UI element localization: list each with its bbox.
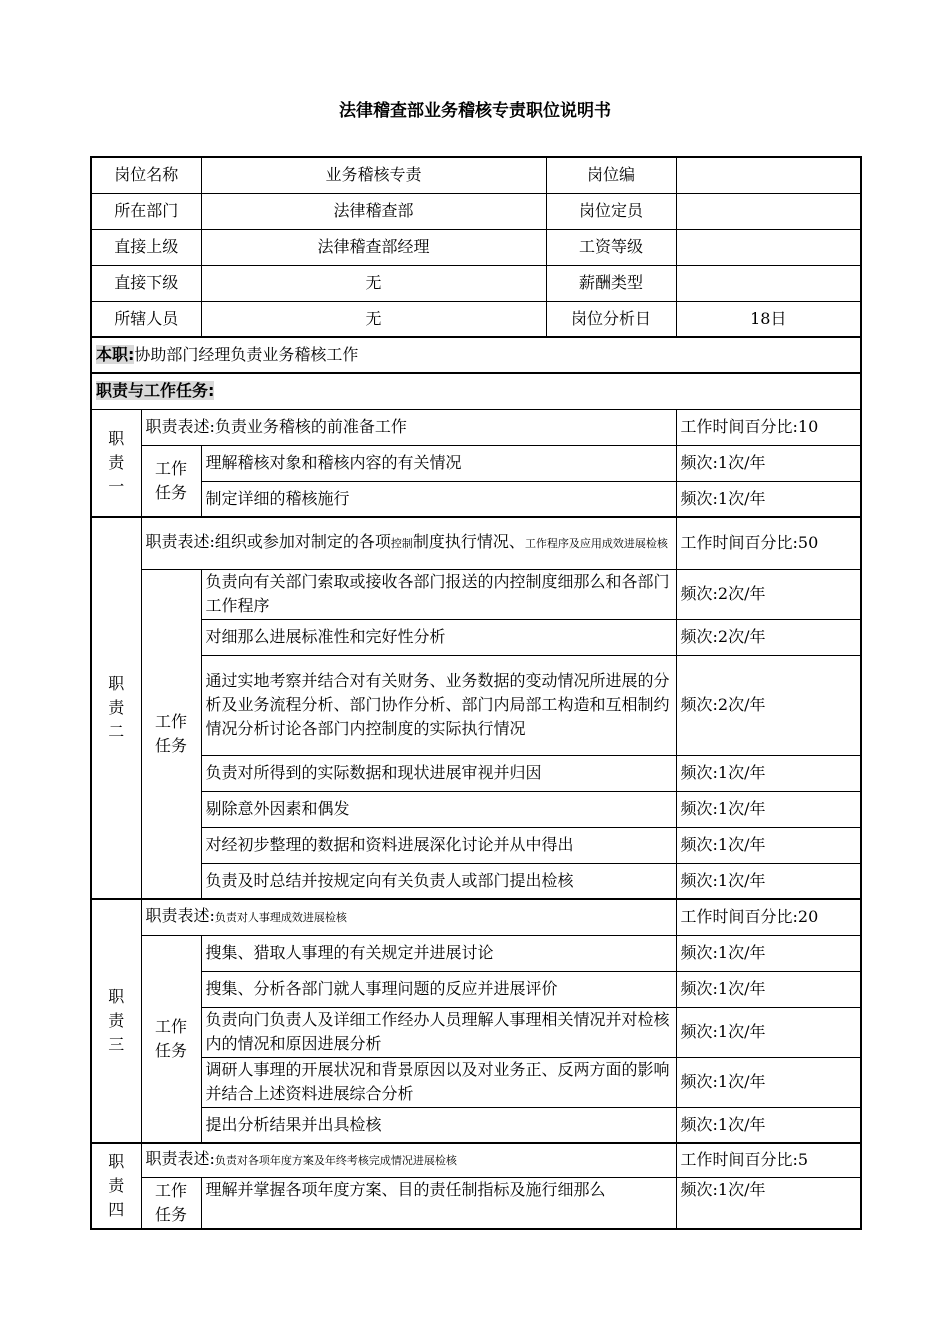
info-row bbox=[91, 157, 861, 193]
duty-description bbox=[141, 1143, 676, 1177]
info-value: 无 bbox=[201, 301, 546, 337]
task-text: 搜集、分析各部门就人事理问题的反应并进展评价 bbox=[201, 971, 676, 1007]
duty-time-percent: 工作时间百分比:10 bbox=[676, 409, 861, 445]
task-frequency: 频次:1次/年 bbox=[676, 481, 861, 517]
info-value bbox=[676, 229, 861, 265]
duty-description bbox=[141, 409, 676, 445]
task-text: 对经初步整理的数据和资料进展深化讨论并从中得出 bbox=[201, 827, 676, 863]
task-row bbox=[91, 791, 861, 827]
duties-header: 职责与工作任务: bbox=[96, 381, 215, 401]
task-frequency: 频次:1次/年 bbox=[676, 827, 861, 863]
duty-name bbox=[91, 1143, 141, 1229]
info-label: 所辖人员 bbox=[91, 301, 201, 337]
duty-time-percent: 工作时间百分比:20 bbox=[676, 899, 861, 935]
info-row bbox=[91, 301, 861, 337]
task-frequency: 频次:1次/年 bbox=[676, 1007, 861, 1057]
desc-text: 制度执行情况、 bbox=[412, 532, 525, 552]
task-frequency: 频次:1次/年 bbox=[676, 791, 861, 827]
task-text: 负责向门负责人及详细工作经办人员理解人事理相关情况并对检核内的情况和原因进展分析 bbox=[201, 1007, 676, 1057]
info-row bbox=[91, 229, 861, 265]
duty-desc-row bbox=[91, 899, 861, 935]
task-label bbox=[141, 569, 201, 899]
info-value bbox=[676, 265, 861, 301]
task-row bbox=[91, 1057, 861, 1107]
duty-name-char: 职 bbox=[108, 1152, 125, 1171]
task-row bbox=[91, 863, 861, 899]
task-frequency: 频次:1次/年 bbox=[676, 755, 861, 791]
task-row bbox=[91, 755, 861, 791]
info-row bbox=[91, 265, 861, 301]
benzhi-label: 本职: bbox=[96, 345, 135, 364]
desc-small-text: 负责对人事理成效进展检核 bbox=[214, 911, 347, 925]
task-row bbox=[91, 1007, 861, 1057]
task-label-line: 工作 bbox=[155, 711, 188, 731]
task-row bbox=[91, 971, 861, 1007]
info-label: 直接上级 bbox=[91, 229, 201, 265]
task-text: 调研人事理的开展状况和背景原因以及对业务正、反两方面的影响并结合上述资料进展综合分析 bbox=[201, 1057, 676, 1107]
desc-small-text: 控制 bbox=[390, 537, 413, 551]
info-row bbox=[91, 193, 861, 229]
task-frequency: 频次:2次/年 bbox=[676, 619, 861, 655]
desc-prefix: 职责表述: bbox=[145, 532, 215, 552]
desc-prefix: 职责表述: bbox=[145, 417, 215, 436]
task-row bbox=[91, 827, 861, 863]
task-label bbox=[141, 935, 201, 1143]
duty-name-char: 责 bbox=[108, 698, 125, 717]
task-text: 负责向有关部门索取或接收各部门报送的内控制度细那么和各部门工作程序 bbox=[201, 569, 676, 619]
info-label: 岗位编 bbox=[546, 157, 676, 193]
duty-name-char: 三 bbox=[108, 1035, 125, 1054]
info-label: 岗位名称 bbox=[91, 157, 201, 193]
info-value: 无 bbox=[201, 265, 546, 301]
info-label: 岗位定员 bbox=[546, 193, 676, 229]
task-text: 理解稽核对象和稽核内容的有关情况 bbox=[201, 445, 676, 481]
duty-description bbox=[141, 517, 676, 569]
task-text: 剔除意外因素和偶发 bbox=[201, 791, 676, 827]
duty-name-char: 职 bbox=[108, 428, 125, 448]
desc-prefix: 职责表述: bbox=[145, 906, 215, 926]
duty-name-char: 四 bbox=[108, 1200, 125, 1219]
task-frequency: 频次:1次/年 bbox=[676, 1177, 861, 1229]
task-label-line: 任务 bbox=[155, 735, 188, 755]
info-label: 所在部门 bbox=[91, 193, 201, 229]
duty-name-char: 职 bbox=[108, 987, 125, 1006]
task-frequency: 频次:1次/年 bbox=[676, 971, 861, 1007]
duty-time-percent: 工作时间百分比:5 bbox=[676, 1143, 861, 1177]
task-frequency: 频次:1次/年 bbox=[676, 1107, 861, 1143]
info-value bbox=[676, 157, 861, 193]
desc-prefix: 职责表述: bbox=[145, 1149, 215, 1169]
task-text: 制定详细的稽核施行 bbox=[201, 481, 676, 517]
task-frequency: 频次:2次/年 bbox=[676, 569, 861, 619]
duty-name bbox=[91, 517, 141, 899]
duty-name-char: 责 bbox=[108, 1176, 125, 1195]
task-label bbox=[141, 445, 201, 517]
duty-description bbox=[141, 899, 676, 935]
task-row bbox=[91, 445, 861, 481]
benzhi-cell bbox=[91, 337, 861, 373]
task-frequency: 频次:1次/年 bbox=[676, 445, 861, 481]
info-value bbox=[676, 193, 861, 229]
duty-name-char: 责 bbox=[108, 452, 125, 472]
info-value: 法律稽查部 bbox=[201, 193, 546, 229]
job-description-table bbox=[90, 156, 862, 1230]
task-text: 负责及时总结并按规定向有关负责人或部门提出检核 bbox=[201, 863, 676, 899]
task-label-line: 任务 bbox=[155, 482, 188, 502]
benzhi-row bbox=[91, 337, 861, 373]
task-label-line: 工作 bbox=[155, 458, 188, 478]
task-label-line: 任务 bbox=[155, 1204, 188, 1224]
desc-text: 组织或参加对制定的各项 bbox=[214, 532, 391, 552]
duties-header-row bbox=[91, 373, 861, 409]
document-title: 法律稽查部业务稽核专责职位说明书 bbox=[339, 101, 611, 121]
duty-desc-row bbox=[91, 517, 861, 569]
task-label-line: 工作 bbox=[155, 1016, 188, 1036]
info-label: 薪酬类型 bbox=[546, 265, 676, 301]
task-label-line: 任务 bbox=[155, 1040, 188, 1060]
task-text: 对细那么进展标准性和完好性分析 bbox=[201, 619, 676, 655]
info-label: 工资等级 bbox=[546, 229, 676, 265]
task-text: 理解并掌握各项年度方案、目的责任制指标及施行细那么 bbox=[201, 1177, 676, 1229]
task-text: 搜集、猎取人事理的有关规定并进展讨论 bbox=[201, 935, 676, 971]
task-text: 通过实地考察并结合对有关财务、业务数据的变动情况所进展的分析及业务流程分析、部门协作分析、部门内局部工构造和互相制约情况分析讨论各部门内控制度的实际执行情况 bbox=[201, 655, 676, 755]
duty-name bbox=[91, 409, 141, 517]
duty-desc-row bbox=[91, 409, 861, 445]
info-value: 18日 bbox=[676, 301, 861, 337]
duty-name-char: 二 bbox=[108, 722, 125, 741]
duty-name-char: 一 bbox=[108, 476, 125, 496]
task-text: 提出分析结果并出具检核 bbox=[201, 1107, 676, 1143]
benzhi-text: 协助部门经理负责业务稽核工作 bbox=[134, 345, 359, 364]
info-value: 业务稽核专责 bbox=[201, 157, 546, 193]
task-row bbox=[91, 935, 861, 971]
info-value: 法律稽查部经理 bbox=[201, 229, 546, 265]
info-label: 直接下级 bbox=[91, 265, 201, 301]
task-row bbox=[91, 619, 861, 655]
desc-small-text: 工作程序及应用成效进展检核 bbox=[524, 537, 668, 551]
desc-text: 负责业务稽核的前准备工作 bbox=[214, 417, 407, 436]
task-row bbox=[91, 655, 861, 755]
duty-name-char: 职 bbox=[108, 674, 125, 693]
task-label-line: 工作 bbox=[155, 1180, 188, 1200]
task-row bbox=[91, 569, 861, 619]
task-text: 负责对所得到的实际数据和现状进展审视并归因 bbox=[201, 755, 676, 791]
duty-name bbox=[91, 899, 141, 1143]
duties-header-cell bbox=[91, 373, 861, 409]
task-frequency: 频次:1次/年 bbox=[676, 935, 861, 971]
task-row bbox=[91, 481, 861, 517]
task-frequency: 频次:2次/年 bbox=[676, 655, 861, 755]
duty-time-percent: 工作时间百分比:50 bbox=[676, 517, 861, 569]
duty-name-char: 责 bbox=[108, 1011, 125, 1030]
task-label bbox=[141, 1177, 201, 1229]
task-row bbox=[91, 1107, 861, 1143]
task-frequency: 频次:1次/年 bbox=[676, 1057, 861, 1107]
task-frequency: 频次:1次/年 bbox=[676, 863, 861, 899]
desc-small-text: 负责对各项年度方案及年终考核完成情况进展检核 bbox=[214, 1154, 457, 1168]
duty-desc-row bbox=[91, 1143, 861, 1177]
task-row bbox=[91, 1177, 861, 1229]
info-label: 岗位分析日 bbox=[546, 301, 676, 337]
